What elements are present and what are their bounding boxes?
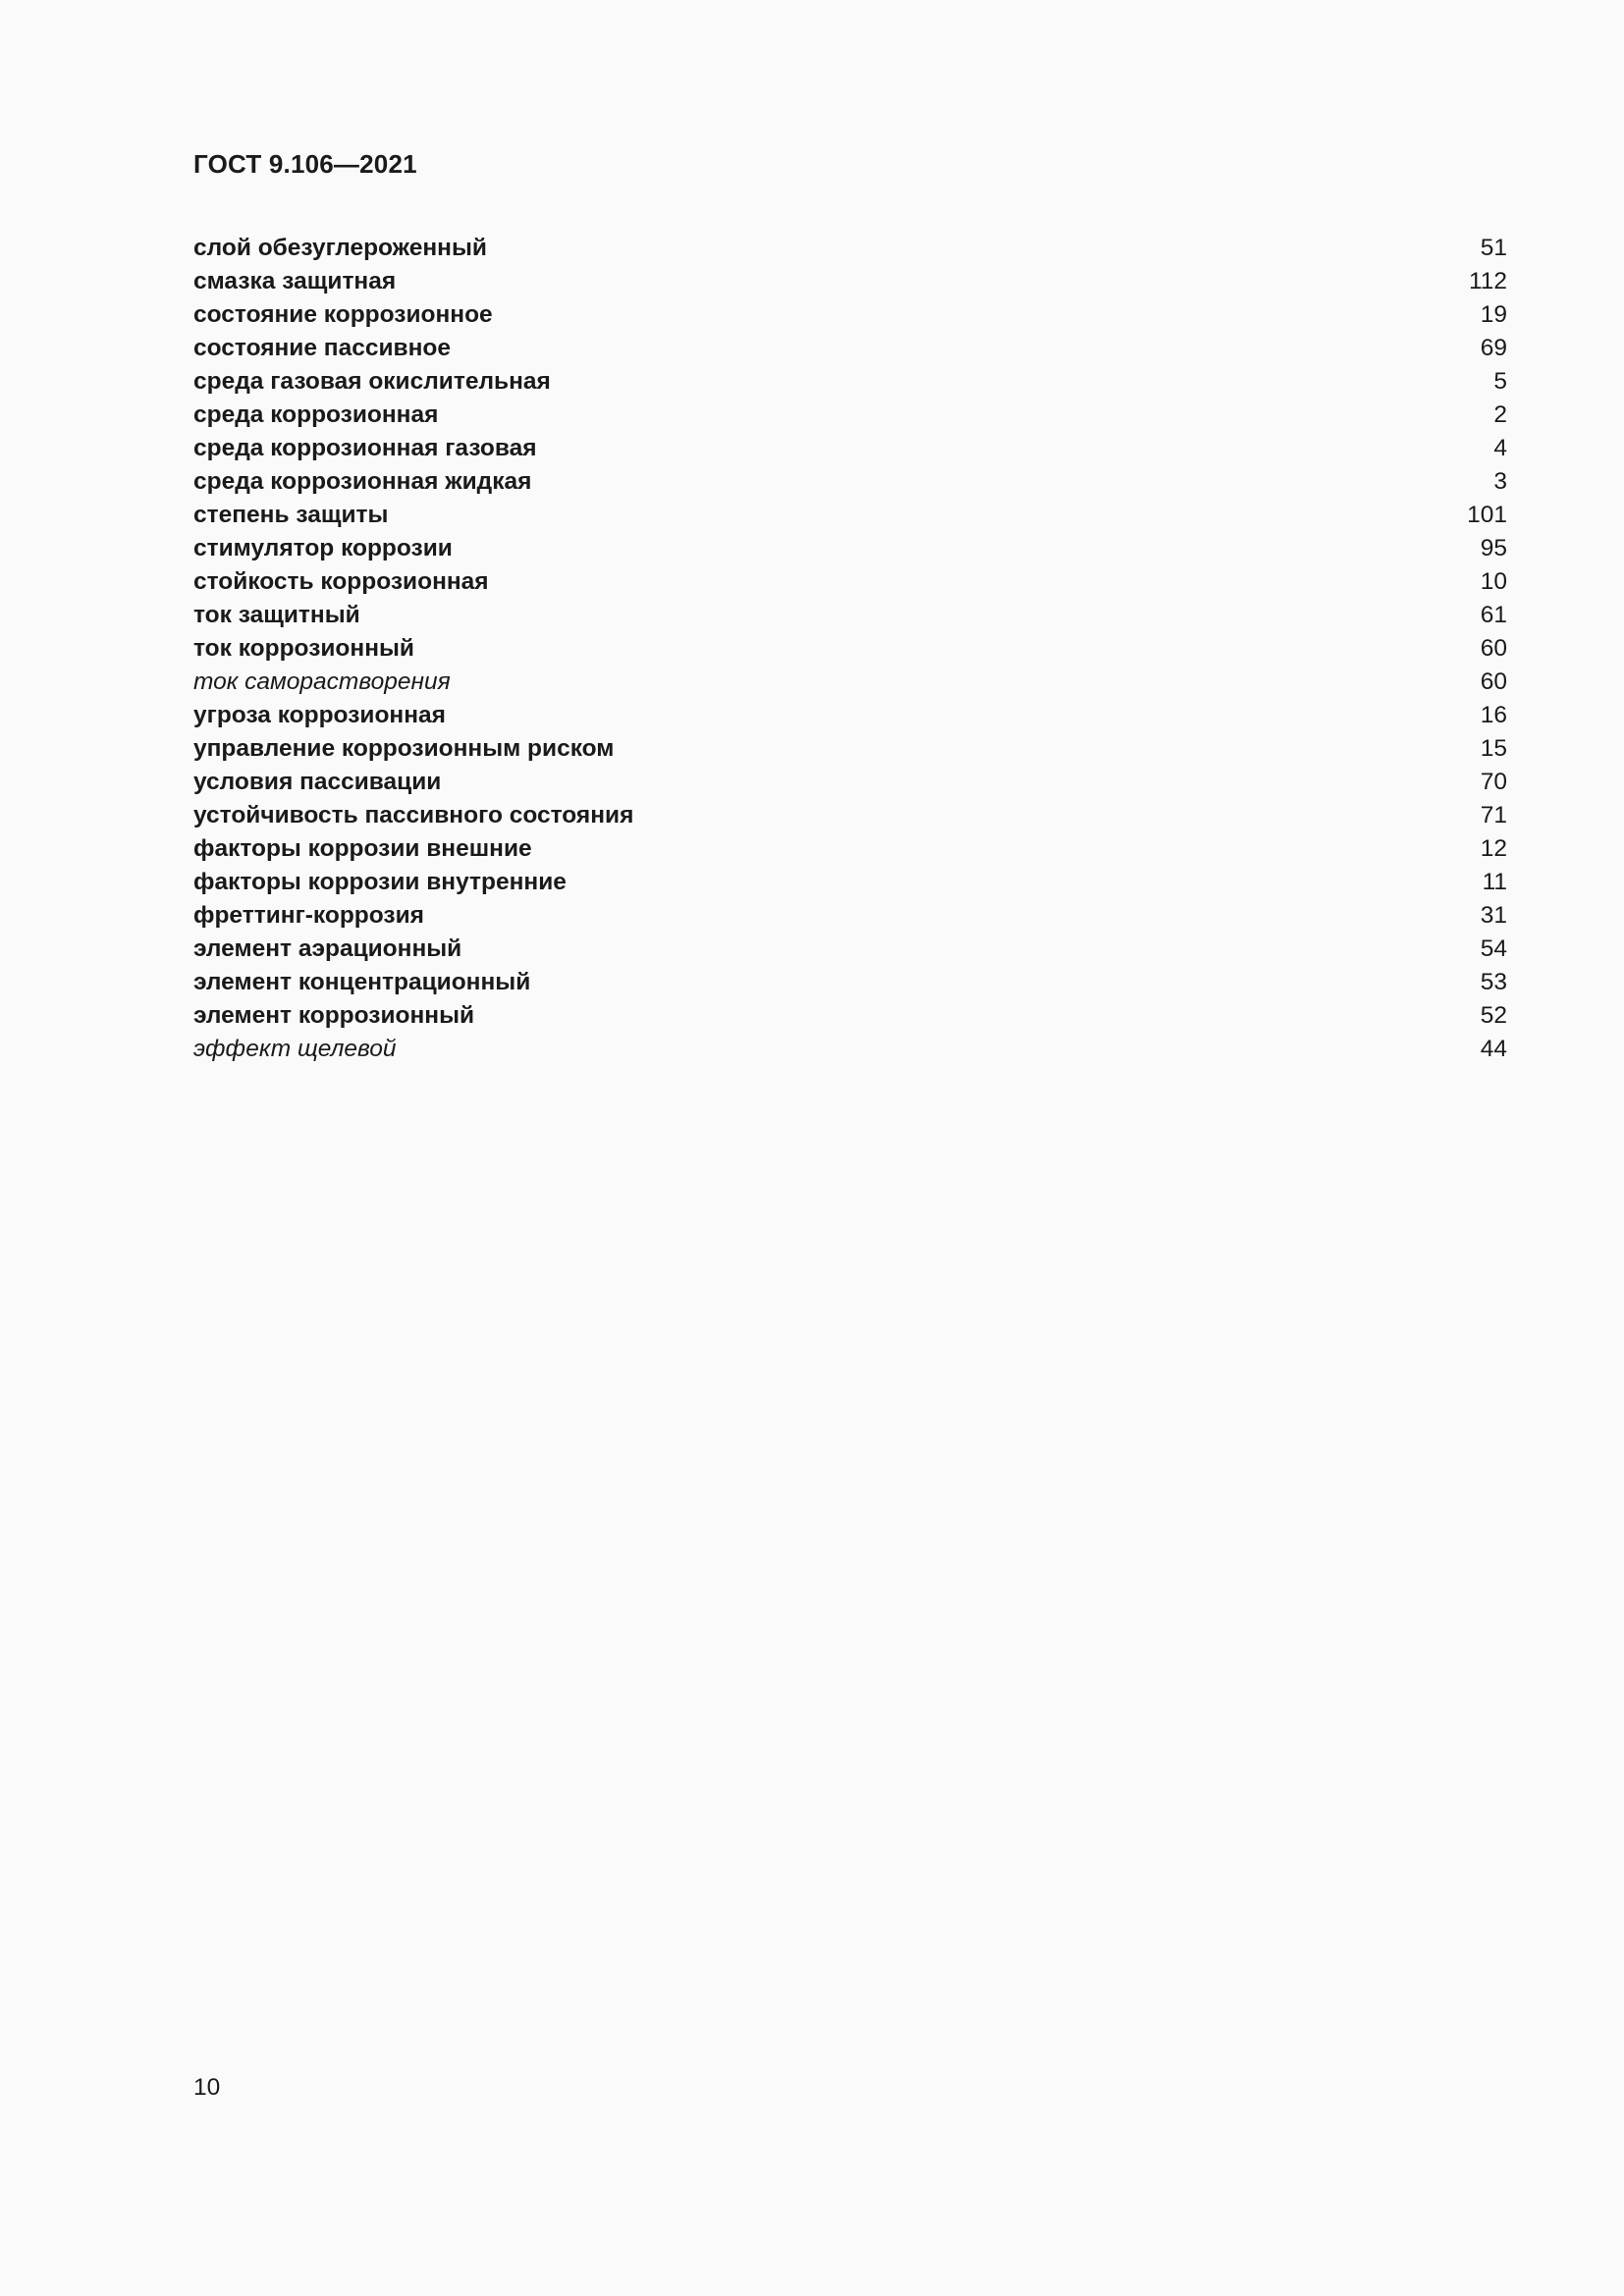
index-term-number: 51	[1480, 235, 1507, 261]
index-entry	[193, 966, 1507, 999]
index-entry	[193, 699, 1507, 732]
index-term: управление коррозионным риском	[193, 735, 615, 762]
index-term-number: 5	[1493, 368, 1507, 395]
index-term-number: 3	[1493, 468, 1507, 495]
index-entry	[193, 365, 1507, 399]
index-term-number: 11	[1482, 869, 1507, 895]
index-term-number: 2	[1493, 401, 1507, 428]
index-entry	[193, 399, 1507, 432]
document-header: ГОСТ 9.106—2021	[193, 149, 417, 179]
index-entry	[193, 999, 1507, 1033]
index-term-number: 54	[1480, 935, 1507, 962]
index-entry	[193, 499, 1507, 532]
index-entry	[193, 465, 1507, 499]
index-entry	[193, 666, 1507, 699]
index-term: ток саморастворения	[193, 668, 451, 695]
index-entry	[193, 232, 1507, 265]
index-term-number: 53	[1480, 969, 1507, 995]
index-entry	[193, 866, 1507, 899]
index-term-number: 15	[1480, 735, 1507, 762]
index-term: среда газовая окислительная	[193, 368, 551, 395]
index-term: ток коррозионный	[193, 635, 414, 662]
index-term: элемент концентрационный	[193, 969, 531, 995]
index-term: состояние коррозионное	[193, 301, 493, 328]
index-term-number: 112	[1468, 268, 1507, 294]
index-term-number: 69	[1480, 335, 1507, 361]
index-entry	[193, 732, 1507, 766]
index-term-number: 44	[1480, 1036, 1507, 1062]
index-term: ток защитный	[193, 602, 360, 628]
index-term: смазка защитная	[193, 268, 397, 294]
index-term-number: 16	[1480, 702, 1507, 728]
index-entry	[193, 766, 1507, 799]
index-term: факторы коррозии внешние	[193, 835, 532, 862]
index-entry	[193, 332, 1507, 365]
index-term: элемент коррозионный	[193, 1002, 475, 1029]
index-term: среда коррозионная	[193, 401, 439, 428]
page-number: 10	[193, 2074, 221, 2101]
index-term: угроза коррозионная	[193, 702, 446, 728]
index-term-number: 95	[1480, 535, 1507, 561]
index-entry	[193, 933, 1507, 966]
index-term-number: 4	[1493, 435, 1507, 461]
index-term-number: 61	[1480, 602, 1507, 628]
index-term-number: 71	[1480, 802, 1507, 828]
index-term-number: 60	[1480, 668, 1507, 695]
index-term: устойчивость пассивного состояния	[193, 802, 634, 828]
index-entry	[193, 832, 1507, 866]
index-term: состояние пассивное	[193, 335, 451, 361]
index-entry	[193, 265, 1507, 298]
index-term: среда коррозионная газовая	[193, 435, 537, 461]
index-term-number: 19	[1480, 301, 1507, 328]
index-term: фреттинг-коррозия	[193, 902, 424, 929]
index-entry	[193, 565, 1507, 599]
index-entry	[193, 1033, 1507, 1066]
alphabetical-index-list	[193, 232, 1507, 1066]
index-term: слой обезуглероженный	[193, 235, 487, 261]
index-term-number: 31	[1480, 902, 1507, 929]
index-term-number: 60	[1480, 635, 1507, 662]
index-term: факторы коррозии внутренние	[193, 869, 567, 895]
index-entry	[193, 632, 1507, 666]
index-term: условия пассивации	[193, 769, 442, 795]
index-term: эффект щелевой	[193, 1036, 397, 1062]
index-term: стойкость коррозионная	[193, 568, 489, 595]
index-term: элемент аэрационный	[193, 935, 462, 962]
index-term-number: 52	[1480, 1002, 1507, 1029]
index-entry	[193, 799, 1507, 832]
index-term: среда коррозионная жидкая	[193, 468, 532, 495]
index-entry	[193, 298, 1507, 332]
index-term-number: 12	[1480, 835, 1507, 862]
index-term-number: 101	[1467, 502, 1507, 528]
index-term-number: 10	[1480, 568, 1507, 595]
index-entry	[193, 899, 1507, 933]
index-term: степень защиты	[193, 502, 389, 528]
index-entry	[193, 599, 1507, 632]
index-term: стимулятор коррозии	[193, 535, 453, 561]
index-term-number: 70	[1480, 769, 1507, 795]
index-entry	[193, 432, 1507, 465]
index-entry	[193, 532, 1507, 565]
